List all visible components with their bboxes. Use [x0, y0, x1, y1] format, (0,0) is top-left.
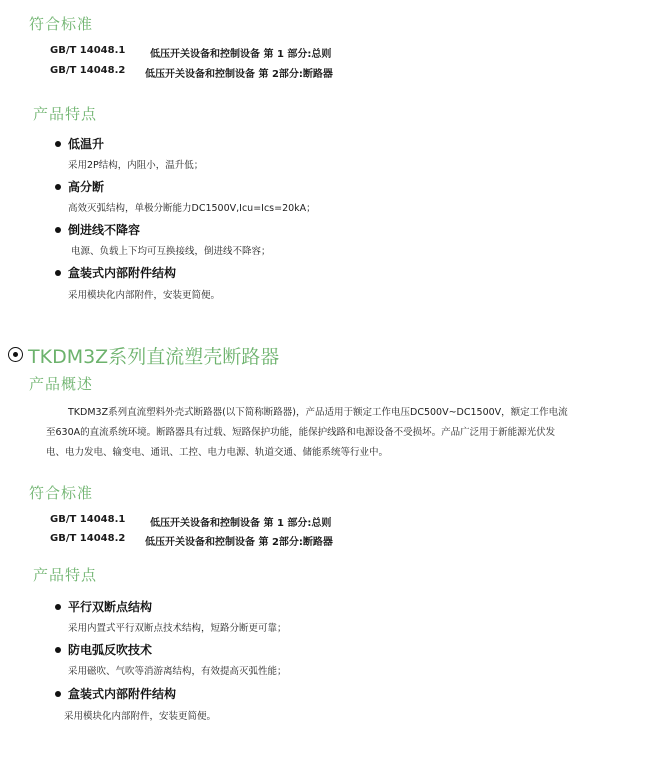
features-heading: 产品特点	[33, 105, 98, 123]
overview-line: 至630A的直流系统环境。断路器具有过载、短路保护功能，能保护线路和电源设备不受损坏。产品广泛用于新能源光伏发	[46, 427, 556, 438]
standard-code: GB/T 14048.1	[50, 514, 126, 525]
feature-desc: 采用模块化内部附件，安装更简便。	[64, 711, 217, 722]
standards-heading: 符合标准	[29, 15, 94, 33]
feature-title: 倒进线不降容	[68, 223, 141, 237]
feature-desc: 采用模块化内部附件，安装更简便。	[68, 290, 221, 301]
standard-code: GB/T 14048.2	[50, 65, 126, 76]
bullet-dot-icon	[55, 691, 61, 697]
feature-title: 低温升	[68, 137, 105, 151]
feature-title: 高分断	[68, 180, 105, 194]
overview-line: TKDM3Z系列直流塑料外壳式断路器(以下简称断路器)，产品适用于额定工作电压DC500V~DC1500V，额定工作电流	[68, 407, 568, 418]
bullet-dot-icon	[55, 184, 61, 190]
bullet-dot-icon	[55, 227, 61, 233]
bullet-dot-icon	[55, 647, 61, 653]
feature-title: 平行双断点结构	[68, 600, 153, 614]
bullet-dot-icon	[55, 604, 61, 610]
circle-dot-icon	[8, 347, 23, 362]
feature-desc: 高效灭弧结构，单极分断能力DC1500V,Icu=Ics=20kA；	[68, 203, 316, 214]
features-heading: 产品特点	[33, 566, 98, 584]
feature-title: 盒装式内部附件结构	[68, 687, 177, 701]
feature-desc: 采用内置式平行双断点技术结构，短路分断更可靠；	[68, 623, 287, 634]
bullet-dot-icon	[55, 270, 61, 276]
standard-desc: 低压开关设备和控制设备 第 1 部分:总则	[150, 518, 332, 529]
feature-desc: 电源、负载上下均可互换接线，倒进线不降容；	[71, 246, 271, 257]
bullet-dot-icon	[55, 141, 61, 147]
feature-desc: 采用磁吹、气吹等消游离结构，有效提高灭弧性能；	[68, 666, 287, 677]
standard-code: GB/T 14048.1	[50, 45, 126, 56]
standard-desc: 低压开关设备和控制设备 第 2部分:断路器	[145, 537, 333, 548]
product-title: TKDM3Z系列直流塑壳断路器	[28, 346, 280, 368]
standards-heading: 符合标准	[29, 484, 94, 502]
feature-title: 盒装式内部附件结构	[68, 266, 177, 280]
overview-line: 电、电力发电、输变电、通讯、工控、电力电源、轨道交通、储能系统等行业中。	[46, 447, 389, 458]
feature-title: 防电弧反吹技术	[68, 643, 153, 657]
standard-code: GB/T 14048.2	[50, 533, 126, 544]
overview-heading: 产品概述	[29, 375, 94, 393]
feature-desc: 采用2P结构，内阻小，温升低；	[68, 160, 204, 171]
standard-desc: 低压开关设备和控制设备 第 1 部分:总则	[150, 49, 332, 60]
standard-desc: 低压开关设备和控制设备 第 2部分:断路器	[145, 69, 333, 80]
